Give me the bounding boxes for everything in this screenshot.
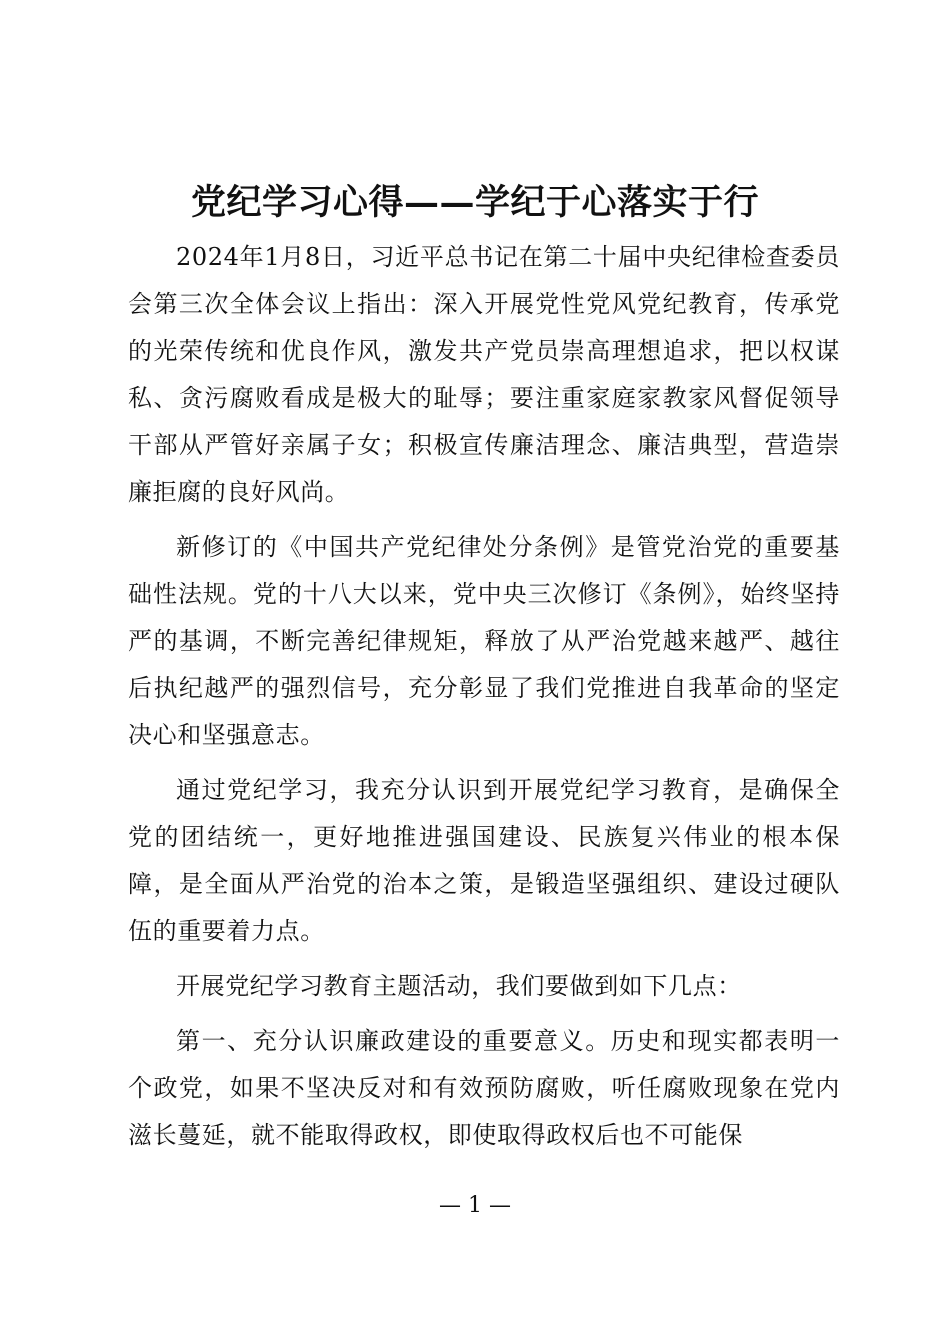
paragraph-4: 开展党纪学习教育主题活动，我们要做到如下几点： bbox=[176, 972, 742, 1000]
document-body bbox=[128, 234, 840, 1167]
document-title: 党纪学习心得——学纪于心落实于行 bbox=[190, 182, 759, 223]
paragraph-2: 新修订的《中国共产党纪律处分条例》是管党治党的重要基础性法规。党的十八大以来，党中央三次修订《条例》，始终坚持严的基调，不断完善纪律规矩，释放了从严治党越来越严、越往后执纪越严的强烈信号，充分彰显了我们党推进自我革命的坚定决心和坚强意志。 bbox=[128, 533, 840, 749]
paragraph-1: 2024年1月8日，习近平总书记在第二十届中央纪律检查委员会第三次全体会议上指出：深入开展党性党风党纪教育，传承党的光荣传统和优良作风，激发共产党员崇高理想追求，把以权谋私、贪污腐败看成是极大的耻辱；要注重家庭家教家风督促领导干部从严管好亲属子女；积极宣传廉洁理念、廉洁典型，营造崇廉拒腐的良好风尚。 bbox=[128, 243, 840, 506]
paragraph-3: 通过党纪学习，我充分认识到开展党纪学习教育，是确保全党的团结统一，更好地推进强国建设、民族复兴伟业的根本保障，是全面从严治党的治本之策，是锻造坚强组织、建设过硬队伍的重要着力点。 bbox=[128, 776, 840, 945]
paragraph-5: 第一、充分认识廉政建设的重要意义。历史和现实都表明一个政党，如果不坚决反对和有效预防腐败，听任腐败现象在党内滋长蔓延，就不能取得政权，即使取得政权后也不可能保 bbox=[128, 1027, 840, 1149]
page-number: — 1 — bbox=[439, 1193, 511, 1218]
